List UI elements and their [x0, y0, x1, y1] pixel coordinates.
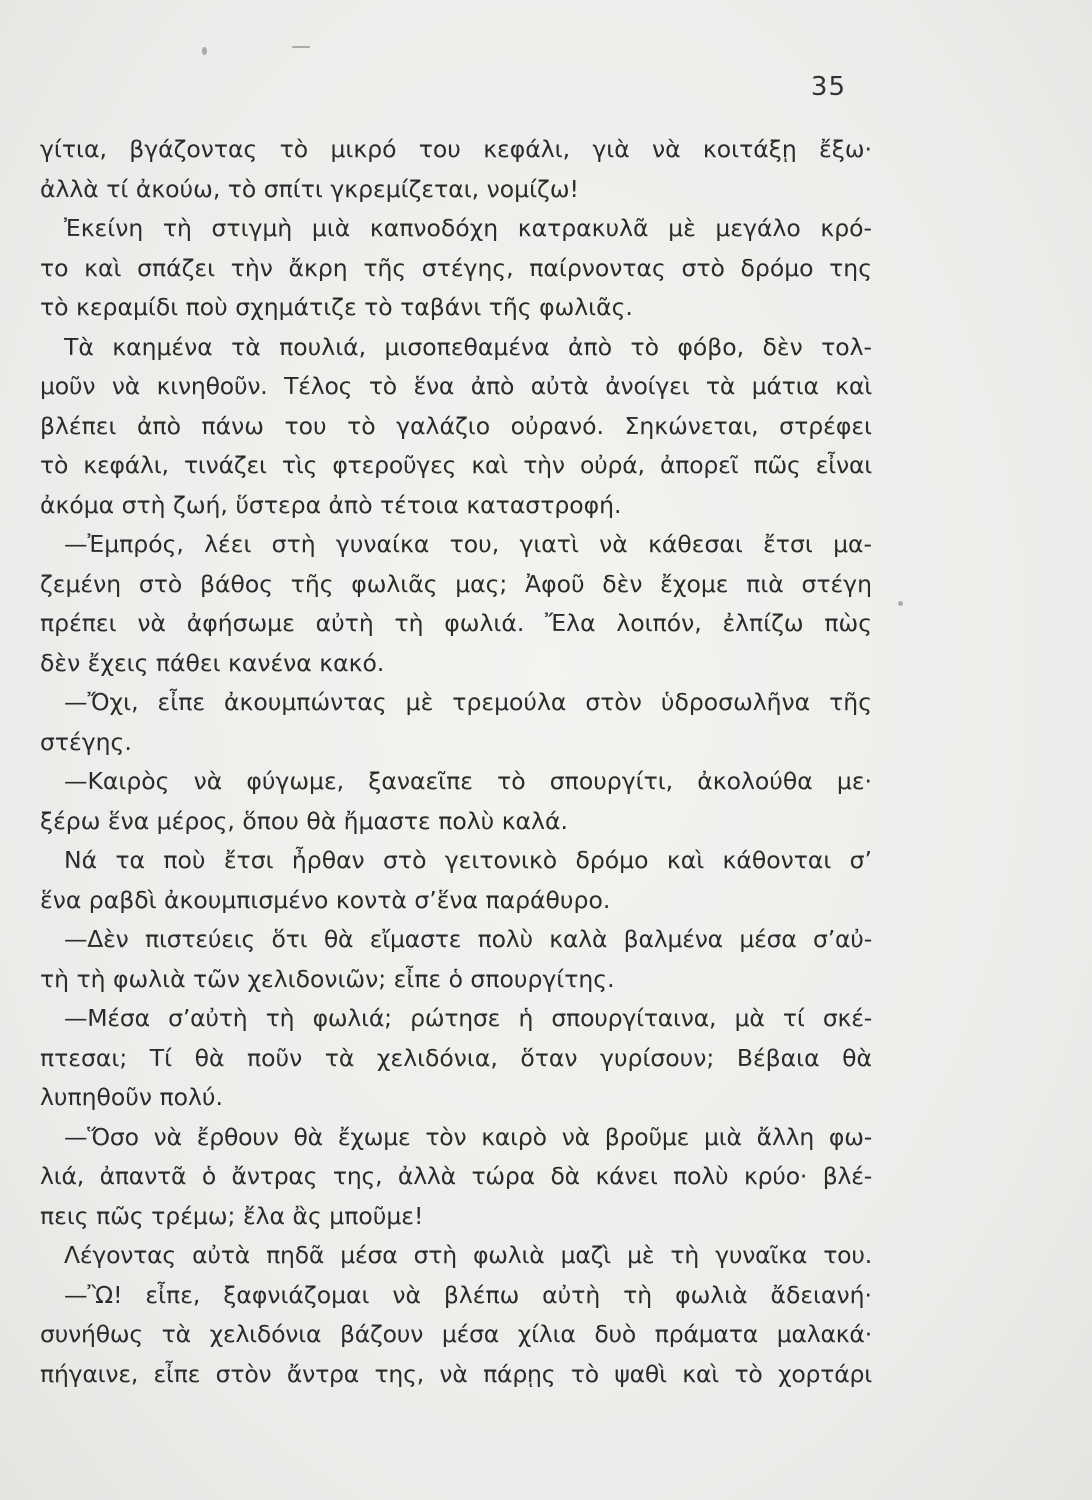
text-line: —Ἐμπρός, λέει στὴ γυναίκα του, γιατὶ νὰ κάθεσαι ἔτσι μα- [64, 530, 872, 558]
text-line: συνήθως τὰ χελιδόνια βάζουν μέσα χίλια δυὸ πράματα μαλακά· [40, 1320, 872, 1348]
text-line: λυπηθοῦν πολύ. [40, 1083, 223, 1111]
text-line: μοῦν νὰ κινηθοῦν. Τέλος τὸ ἕνα ἀπὸ αὐτὰ ἀνοίγει τὰ μάτια καὶ [40, 372, 872, 400]
text-line: πτεσαι; Τί θὰ ποῦν τὰ χελιδόνια, ὅταν γυρίσουν; Βέβαια θὰ [40, 1043, 872, 1072]
text-line: —Καιρὸς νὰ φύγωμε, ξαναεῖπε τὸ σπουργίτι, ἀκολούθα με· [64, 767, 872, 795]
text-line: Τὰ καημένα τὰ πουλιά, μισοπεθαμένα ἀπὸ τὸ φόβο, δὲν τολ- [64, 332, 872, 361]
text-line: τὸ κεφάλι, τινάζει τὶς φτεροῦγες καὶ τὴν οὐρά, ἀπορεῖ πῶς εἶναι [40, 451, 872, 479]
text-line: Νά τα ποὺ ἔτσι ἦρθαν στὸ γειτονικὸ δρόμο καὶ κάθονται σ’ [64, 846, 872, 874]
text-line: ἀλλὰ τί ἀκούω, τὸ σπίτι γκρεμίζεται, νομίζω! [40, 174, 579, 203]
text-line: ἕνα ραβδὶ ἀκουμπισμένο κοντὰ σ’ἕνα παράθυρο. [40, 885, 611, 914]
text-line: γίτια, βγάζοντας τὸ μικρό του κεφάλι, γιὰ νὰ κοιτάξῃ ἔξω· [40, 135, 872, 163]
text-line: —Μέσα σ’αὐτὴ τὴ φωλιά; ρώτησε ἡ σπουργίταινα, μὰ τί σκέ- [64, 1004, 872, 1032]
text-line: βλέπει ἀπὸ πάνω του τὸ γαλάζιο οὐρανό. Σηκώνεται, στρέφει [40, 411, 872, 440]
text-line: τὴ τὴ φωλιὰ τῶν χελιδονιῶν; εἶπε ὁ σπουργίτης. [40, 964, 615, 993]
page-number: 35 [810, 72, 846, 102]
text-line: Ἐκείνη τὴ στιγμὴ μιὰ καπνοδόχη κατρακυλᾶ μὲ μεγάλο κρό- [64, 214, 872, 242]
text-line: —Ὅσο νὰ ἔρθουν θὰ ἔχωμε τὸν καιρὸ νὰ βροῦμε μιὰ ἄλλη φω- [64, 1122, 872, 1151]
text-line: ξέρω ἕνα μέρος, ὅπου θὰ ἤμαστε πολὺ καλά. [40, 806, 568, 835]
text-line: πεις πῶς τρέμω; ἔλα ἂς μποῦμε! [40, 1201, 424, 1230]
text-line: το καὶ σπάζει τὴν ἄκρη τῆς στέγης, παίρνοντας στὸ δρόμο της [40, 253, 872, 282]
text-line: —Ὄχι, εἶπε ἀκουμπώντας μὲ τρεμούλα στὸν ὑδροσωλῆνα τῆς [64, 688, 872, 716]
text-line: δὲν ἔχεις πάθει κανένα κακό. [40, 648, 385, 677]
text-line: Λέγοντας αὐτὰ πηδᾶ μέσα στὴ φωλιὰ μαζὶ μὲ τὴ γυναῖκα του. [64, 1241, 872, 1269]
text-line: λιά, ἀπαντᾶ ὁ ἄντρας της, ἀλλὰ τώρα δὰ κάνει πολὺ κρύο· βλέ- [40, 1162, 872, 1190]
paper-speck [202, 47, 207, 55]
body-text [40, 130, 872, 1394]
text-line: ζεμένη στὸ βάθος τῆς φωλιᾶς μας; Ἀφοῦ δὲν ἔχομε πιὰ στέγη [40, 569, 872, 598]
text-line: ἀκόμα στὴ ζωή, ὕστερα ἀπὸ τέτοια καταστροφή. [40, 490, 622, 519]
text-line: στέγης. [40, 727, 132, 756]
text-line: —Δὲν πιστεύεις ὅτι θὰ εἴμαστε πολὺ καλὰ βαλμένα μέσα σ’αὐ- [64, 925, 872, 953]
text-line: πρέπει νὰ ἀφήσωμε αὐτὴ τὴ φωλιά. Ἔλα λοιπόν, ἐλπίζω πὼς [40, 609, 872, 637]
text-line: τὸ κεραμίδι ποὺ σχημάτιζε τὸ ταβάνι τῆς φωλιᾶς. [40, 293, 633, 321]
paper-speck [898, 601, 903, 606]
paper-speck [292, 46, 310, 48]
text-line: —Ὢ! εἶπε, ξαφνιάζομαι νὰ βλέπω αὐτὴ τὴ φωλιὰ ἄδειανή· [64, 1280, 872, 1309]
text-line: πήγαινε, εἶπε στὸν ἄντρα της, νὰ πάρῃς τὸ ψαθὶ καὶ τὸ χορτάρι [40, 1359, 872, 1388]
